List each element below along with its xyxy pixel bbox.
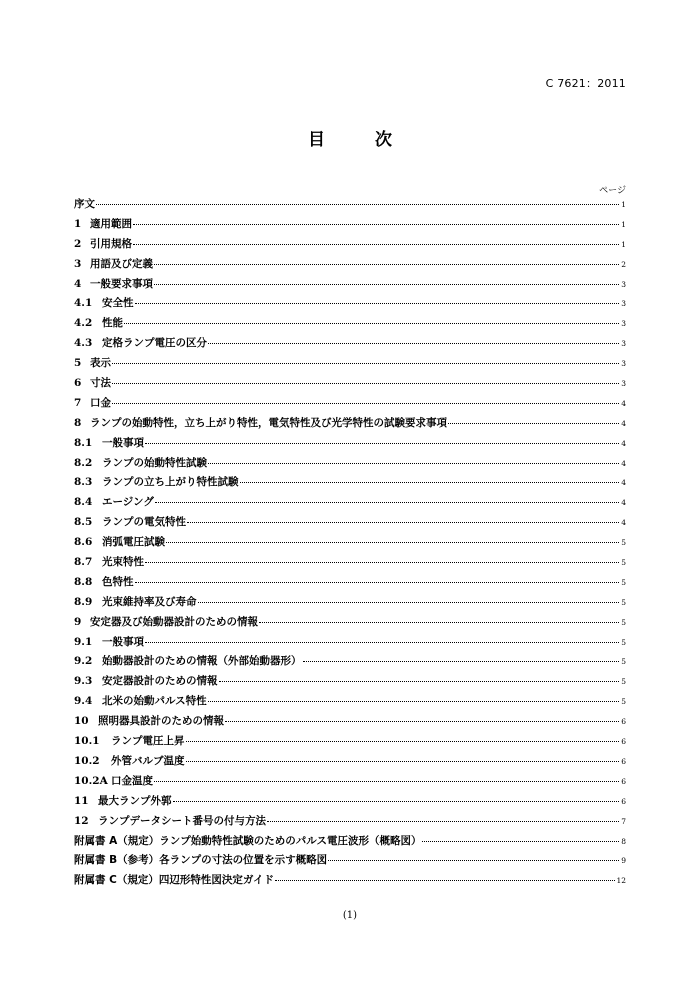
toc-entry-number: 10.2A [74, 774, 108, 787]
toc-entry[interactable] [74, 713, 626, 733]
dot-leader [198, 601, 620, 603]
toc-entry[interactable] [74, 733, 626, 753]
toc-entry-number: 10.1 [74, 735, 100, 748]
dot-leader [154, 283, 619, 285]
toc-entry-number: 6 [74, 377, 82, 390]
dot-leader [166, 541, 619, 543]
toc-entry-label: 表示 [90, 357, 111, 370]
toc-entry-page: 4 [621, 478, 626, 488]
dot-leader [96, 203, 619, 205]
toc-entry-page: 3 [621, 339, 626, 349]
dot-leader [267, 820, 619, 822]
toc-entry-label: 口金温度 [111, 774, 153, 787]
toc-entry[interactable] [74, 693, 626, 713]
toc-entry-number: 8.1 [74, 436, 93, 449]
dot-leader [186, 760, 620, 762]
toc-entry-label: 引用規格 [90, 237, 132, 250]
toc-entry-number: 12 [74, 814, 89, 827]
toc-entry-page: 4 [621, 438, 626, 448]
toc-entry-label: 色特性 [102, 575, 134, 588]
toc-entry-page: 4 [621, 418, 626, 428]
dot-leader [133, 223, 619, 225]
toc-entry-page: 5 [621, 637, 626, 647]
toc-entry[interactable] [74, 435, 626, 455]
dot-leader [219, 680, 620, 682]
toc-entry-label: 適用範囲 [90, 217, 132, 230]
toc-entry-number: 9.4 [74, 695, 93, 708]
toc-entry-label: エージング [102, 496, 154, 509]
toc-entry-label: 性能 [102, 317, 123, 330]
toc-entry-label: 北米の始動パルス特性 [102, 695, 207, 708]
toc-entry-number: 4 [74, 277, 82, 290]
toc-entry[interactable] [74, 256, 626, 276]
dot-leader [275, 879, 615, 881]
dot-leader [135, 581, 620, 583]
toc-entry-label: 附属書 C（規定）四辺形特性図決定ガイド [74, 874, 275, 887]
toc-entry-label: 口金 [90, 396, 111, 409]
toc-entry-page: 6 [621, 776, 626, 786]
toc-entry-number: 9.3 [74, 675, 93, 688]
toc-entry-number: 8.5 [74, 516, 93, 529]
toc-entry-number: 7 [74, 396, 82, 409]
page-footer-number: (1) [342, 910, 358, 921]
toc-entry[interactable] [74, 872, 626, 892]
dot-leader [145, 561, 619, 563]
toc-entry-number: 2 [74, 237, 82, 250]
toc-entry[interactable] [74, 793, 626, 813]
toc-entry-number: 10 [74, 715, 89, 728]
toc-entry-number: 8 [74, 416, 82, 429]
toc-entry-label: 照明器具設計のための情報 [98, 715, 224, 728]
toc-entry-number: 8.8 [74, 575, 93, 588]
dot-leader [133, 243, 619, 245]
toc-entry[interactable] [74, 813, 626, 833]
toc-entry-label: 外管バルブ温度 [111, 754, 185, 767]
dot-leader [124, 322, 619, 324]
toc-entry[interactable] [74, 594, 626, 614]
toc-entry-page: 3 [621, 279, 626, 289]
toc-entry-page: 5 [621, 697, 626, 707]
table-of-contents [74, 196, 626, 892]
toc-entry[interactable] [74, 574, 626, 594]
dot-leader [208, 700, 619, 702]
toc-entry-label: ランプの電気特性 [102, 516, 186, 529]
toc-entry-label: 一般要求事項 [90, 277, 153, 290]
toc-entry-number: 9.2 [74, 655, 93, 668]
toc-entry-label: 附属書 B（参考）各ランプの寸法の位置を示す概略図 [74, 854, 328, 867]
toc-entry-label: 光束特性 [102, 556, 144, 569]
toc-entry[interactable] [74, 415, 626, 435]
dot-leader [328, 859, 619, 861]
toc-entry-label: 序文 [74, 198, 95, 210]
toc-entry-label: ランプデータシート番号の付与方法 [98, 814, 266, 827]
toc-entry-label: 寸法 [90, 377, 111, 390]
toc-entry-label: 始動器設計のための情報（外部始動器形） [102, 655, 302, 668]
toc-entry-number: 10.2 [74, 754, 100, 767]
toc-entry-label: 安定器及び始動器設計のための情報 [90, 615, 258, 628]
dot-leader [240, 481, 620, 483]
toc-entry-page: 3 [621, 299, 626, 309]
toc-entry-page: 5 [621, 538, 626, 548]
toc-entry-page: 4 [621, 518, 626, 528]
toc-entry[interactable] [74, 295, 626, 315]
dot-leader [154, 263, 619, 265]
toc-entry-number: 1 [74, 217, 82, 230]
toc-entry-page: 4 [621, 498, 626, 508]
toc-entry-label: 最大ランプ外郭 [98, 794, 172, 807]
toc-entry-number: 4.1 [74, 297, 93, 310]
toc-entry-page: 5 [621, 677, 626, 687]
dot-leader [448, 422, 619, 424]
toc-entry-number: 8.3 [74, 476, 93, 489]
toc-entry-label: 一般事項 [102, 436, 144, 449]
toc-entry-page: 6 [621, 756, 626, 766]
toc-entry-page: 2 [621, 259, 626, 269]
toc-entry-number: 11 [74, 794, 89, 807]
toc-entry-label: 安全性 [102, 297, 134, 310]
dot-leader [303, 660, 620, 662]
toc-entry[interactable] [74, 276, 626, 296]
toc-entry-page: 6 [621, 717, 626, 727]
toc-entry-page: 1 [621, 219, 626, 229]
toc-entry-page: 8 [621, 836, 626, 846]
toc-entry-page: 1 [621, 200, 626, 209]
page-title: 目 次 [308, 130, 414, 150]
toc-entry[interactable] [74, 673, 626, 693]
toc-entry-page: 5 [621, 597, 626, 607]
toc-entry-page: 6 [621, 737, 626, 747]
dot-leader [259, 621, 619, 623]
toc-entry-page: 3 [621, 319, 626, 329]
toc-entry-number: 8.4 [74, 496, 93, 509]
toc-entry-label: 用語及び定義 [90, 257, 153, 270]
toc-entry-label: ランプの始動特性，立ち上がり特性，電気特性及び光学特性の試験要求事項 [90, 416, 447, 429]
toc-entry-number: 4.3 [74, 337, 93, 350]
toc-entry[interactable] [74, 514, 626, 534]
dot-leader [112, 382, 619, 384]
toc-entry-page: 5 [621, 657, 626, 667]
dot-leader [187, 521, 619, 523]
dot-leader [208, 342, 619, 344]
toc-entry[interactable] [74, 634, 626, 654]
toc-entry-number: 8.6 [74, 536, 93, 549]
toc-entry-number: 3 [74, 257, 82, 270]
toc-entry-number: 8.7 [74, 556, 93, 569]
toc-entry[interactable] [74, 773, 626, 793]
toc-entry-page: 5 [621, 577, 626, 587]
toc-entry-page: 3 [621, 359, 626, 369]
toc-entry-page: 4 [621, 458, 626, 468]
dot-leader [422, 840, 619, 842]
toc-entry-number: 8.2 [74, 456, 93, 469]
toc-entry[interactable] [74, 852, 626, 872]
dot-leader [112, 362, 619, 364]
standard-number: C 7621：2011 [545, 77, 626, 90]
toc-entry[interactable] [74, 196, 626, 216]
dot-leader [135, 302, 620, 304]
toc-entry-number: 8.9 [74, 595, 93, 608]
toc-entry-label: 一般事項 [102, 635, 144, 648]
toc-entry[interactable] [74, 395, 626, 415]
toc-entry-page: 12 [616, 876, 626, 886]
toc-entry-page: 3 [621, 379, 626, 389]
toc-entry[interactable] [74, 653, 626, 673]
dot-leader [155, 501, 619, 503]
toc-entry-page: 6 [621, 796, 626, 806]
toc-entry-page: 1 [621, 239, 626, 249]
toc-entry-label: ランプの始動特性試験 [102, 456, 207, 469]
toc-entry-page: 4 [621, 398, 626, 408]
toc-entry[interactable] [74, 216, 626, 236]
toc-entry[interactable] [74, 474, 626, 494]
toc-entry[interactable] [74, 355, 626, 375]
toc-entry-page: 7 [621, 816, 626, 826]
toc-entry-number: 9.1 [74, 635, 93, 648]
toc-entry[interactable] [74, 833, 626, 853]
dot-leader [186, 740, 620, 742]
toc-entry-number: 9 [74, 615, 82, 628]
toc-entry-label: 附属書 A（規定）ランプ始動特性試験のためのパルス電圧波形（概略図） [74, 834, 422, 847]
toc-entry[interactable] [74, 375, 626, 395]
toc-entry-page: 9 [621, 856, 626, 866]
dot-leader [225, 720, 619, 722]
toc-entry-page: 5 [621, 558, 626, 568]
toc-entry[interactable] [74, 236, 626, 256]
dot-leader [154, 780, 619, 782]
toc-entry[interactable] [74, 614, 626, 634]
toc-entry[interactable] [74, 494, 626, 514]
toc-entry-page: 5 [621, 617, 626, 627]
toc-entry[interactable] [74, 315, 626, 335]
toc-entry-label: 光束維持率及び寿命 [102, 595, 197, 608]
toc-entry[interactable] [74, 534, 626, 554]
toc-entry-label: ランプの立ち上がり特性試験 [102, 476, 239, 489]
toc-entry[interactable] [74, 753, 626, 773]
toc-entry-number: 4.2 [74, 317, 93, 330]
toc-entry-label: ランプ電圧上昇 [111, 735, 185, 748]
toc-entry[interactable] [74, 455, 626, 475]
dot-leader [173, 800, 620, 802]
toc-entry[interactable] [74, 335, 626, 355]
toc-entry-number: 5 [74, 357, 82, 370]
toc-entry-label: 消弧電圧試験 [102, 536, 165, 549]
toc-entry-label: 安定器設計のための情報 [102, 675, 218, 688]
dot-leader [112, 402, 619, 404]
dot-leader [145, 641, 619, 643]
page-column-label: ページ [599, 186, 626, 196]
dot-leader [208, 462, 619, 464]
toc-entry[interactable] [74, 554, 626, 574]
dot-leader [145, 442, 619, 444]
toc-entry-label: 定格ランプ電圧の区分 [102, 337, 207, 350]
